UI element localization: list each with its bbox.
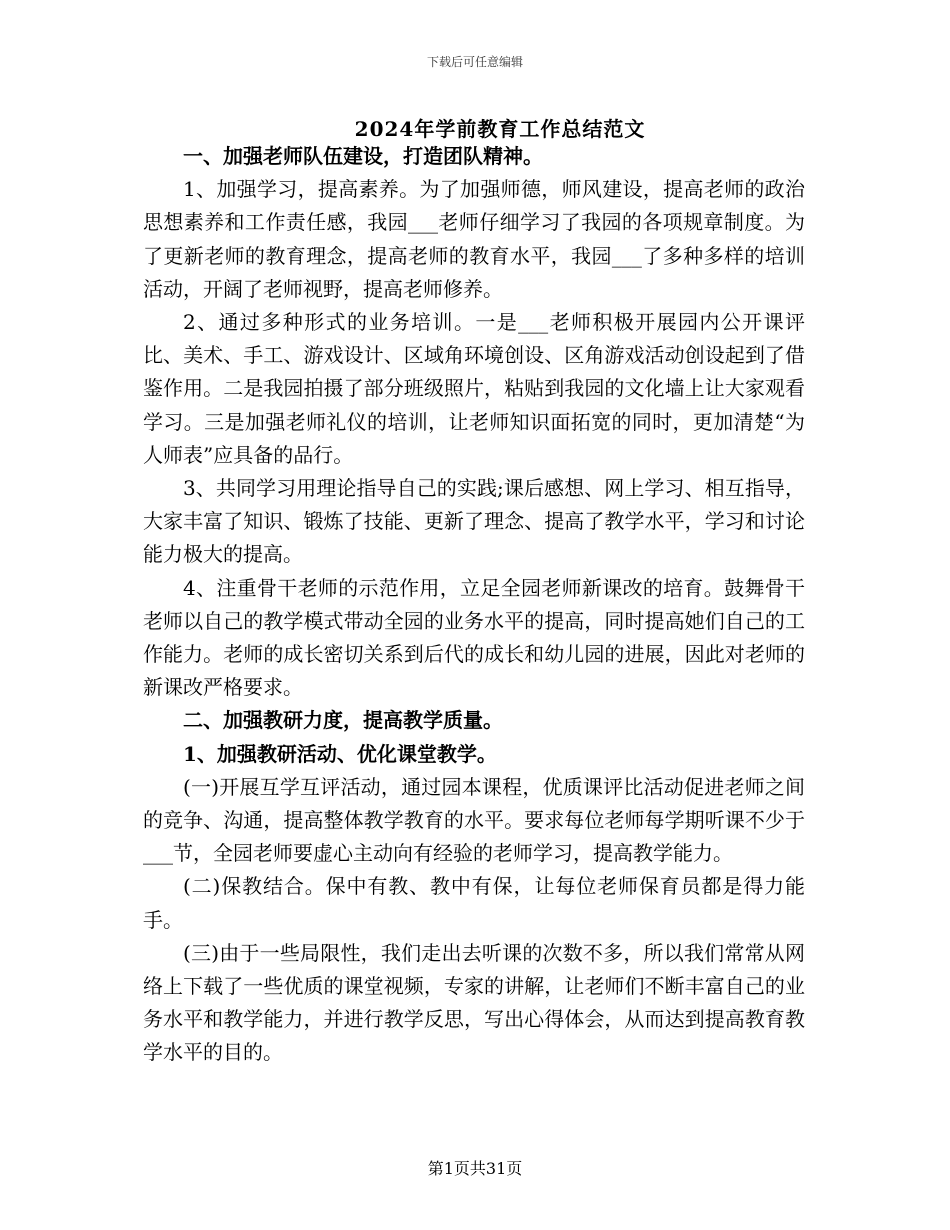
body-paragraph: (三)由于一些局限性，我们走出去听课的次数不多，所以我们常常从网络上下载了一些优质的课堂视频，专家的讲解，让老师们不断丰富自己的业务水平和教学能力，并进行教学反思，写出心得体会，从而达到提高教育教学水平的目的。	[143, 940, 805, 1065]
body-paragraph: (一)开展互学互评活动，通过园本课程，优质课评比活动促进老师之间的竞争、沟通，提高整体教学教育的水平。要求每位老师每学期听课不少于___节，全园老师要虚心主动向有经验的老师学习，提高教学能力。	[143, 774, 805, 866]
section-heading: 二、加强教研力度，提高教学质量。	[183, 708, 503, 733]
body-paragraph: (二)保教结合。保中有教、教中有保，让每位老师保育员都是得力能手。	[143, 874, 805, 932]
body-paragraph: 1、加强学习，提高素养。为了加强师德，师风建设，提高老师的政治思想素养和工作责任感，我园___老师仔细学习了我园的各项规章制度。为了更新老师的教育理念，提高老师的教育水平，我园___了多种多样的培训活动，开阔了老师视野，提高老师修养。	[143, 177, 805, 301]
body-paragraph: 3、共同学习用理论指导自己的实践;课后感想、网上学习、相互指导，大家丰富了知识、锻炼了技能、更新了理念、提高了教学水平，学习和讨论能力极大的提高。	[143, 476, 805, 567]
document-body	[143, 140, 805, 1070]
page-number: 第1页共31页	[427, 1159, 523, 1178]
header-note: 下载后可任意编辑	[426, 55, 523, 69]
subsection-heading: 1、加强教研活动、优化课堂教学。	[183, 741, 497, 766]
body-paragraph: 2、通过多种形式的业务培训。一是___老师积极开展园内公开课评比、美术、手工、游戏设计、区域角环境创设、区角游戏活动创设起到了借鉴作用。二是我园拍摄了部分班级照片，粘贴到我园的文化墙上让大家观看学习。三是加强老师礼仪的培训，让老师知识面拓宽的同时，更加清楚“为人师表”应具备的品行。	[143, 310, 805, 467]
document-title: 2024年学前教育工作总结范文	[354, 117, 646, 141]
body-paragraph: 4、注重骨干老师的示范作用，立足全园老师新课改的培育。鼓舞骨干老师以自己的教学模式带动全园的业务水平的提高，同时提高她们自己的工作能力。老师的成长密切关系到后代的成长和幼儿园的进展，因此对老师的新课改严格要求。	[143, 575, 805, 700]
section-heading: 一、加强老师队伍建设，打造团队精神。	[183, 144, 543, 168]
